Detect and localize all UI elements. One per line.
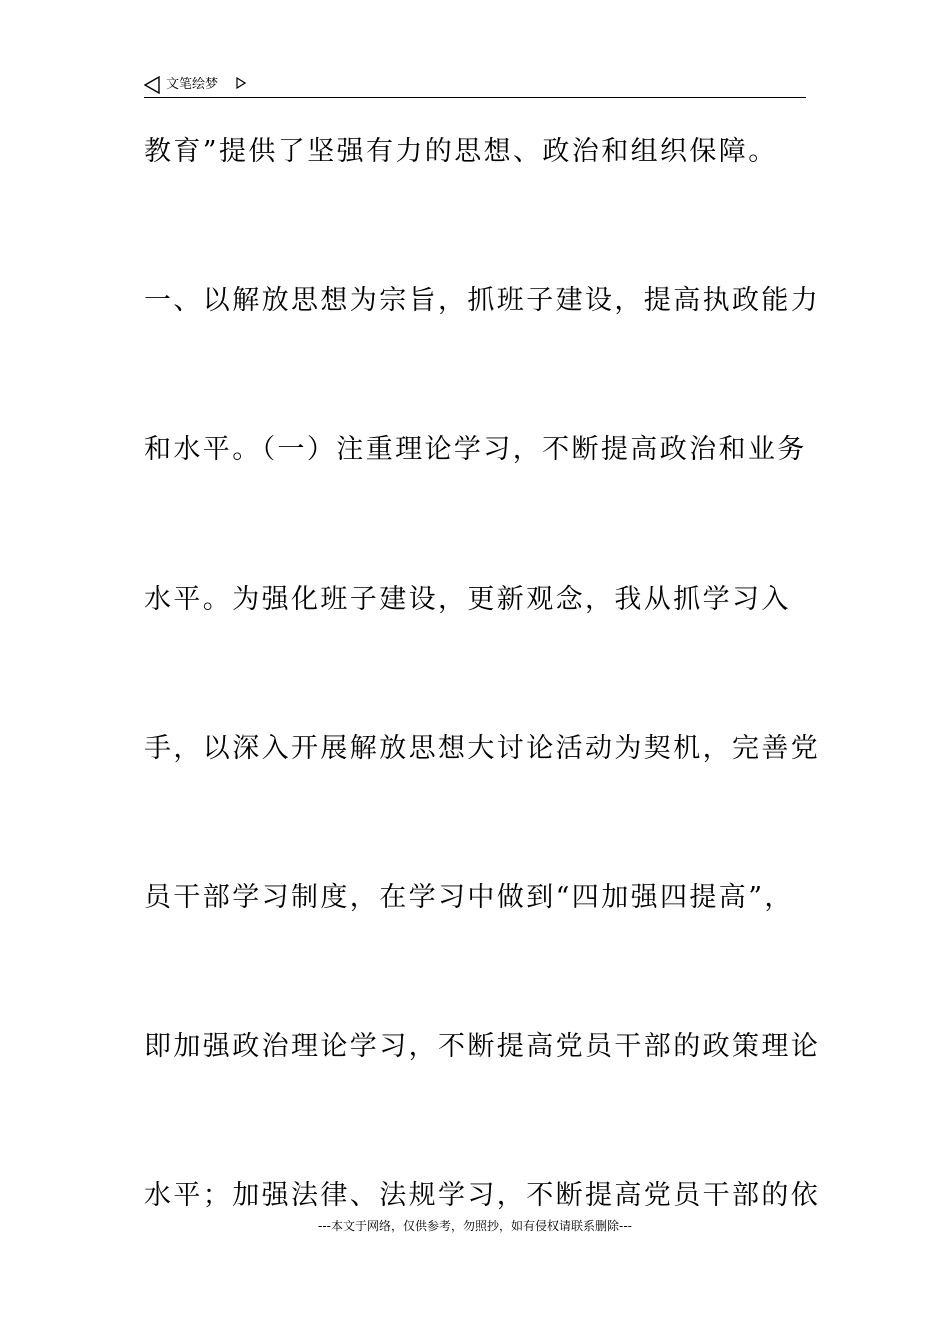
body-text-line: 水平；加强法律、法规学习，不断提高党员干部的依 bbox=[144, 1180, 821, 1211]
footer-disclaimer: ---本文于网络，仅供参考，勿照抄，如有侵权请联系删除--- bbox=[318, 1219, 632, 1233]
triangle-right-icon bbox=[236, 77, 246, 89]
body-text-line: 手，以深入开展解放思想大讨论活动为契机，完善党 bbox=[144, 733, 821, 764]
body-text-line: 即加强政治理论学习，不断提高党员干部的政策理论 bbox=[144, 1031, 821, 1062]
body-text-line: 水平。为强化班子建设，更新观念，我从抓学习入 bbox=[144, 584, 791, 615]
header-title: 文笔绘梦 bbox=[166, 77, 219, 92]
triangle-left-icon bbox=[144, 76, 160, 94]
body-text-line: 一、以解放思想为宗旨，抓班子建设，提高执政能力 bbox=[144, 285, 821, 316]
body-text-line: 员干部学习制度，在学习中做到“四加强四提高”， bbox=[144, 882, 794, 913]
page-header bbox=[144, 74, 806, 98]
body-text-line: 和水平。（一）注重理论学习，不断提高政治和业务 bbox=[144, 434, 807, 465]
header-divider bbox=[144, 97, 806, 98]
body-text-line: 教育”提供了坚强有力的思想、政治和组织保障。 bbox=[144, 136, 778, 167]
